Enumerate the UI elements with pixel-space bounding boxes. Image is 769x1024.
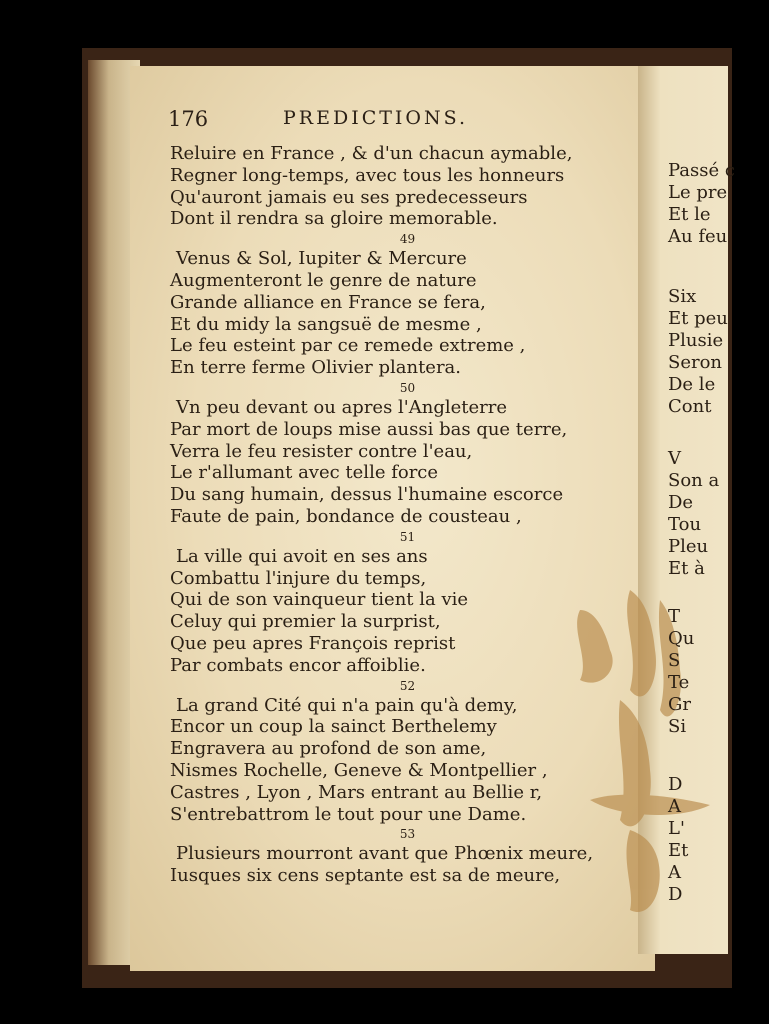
right-page-fragment xyxy=(668,286,728,418)
verse-line: Le r'allumant avec telle force xyxy=(170,462,439,484)
fragment-line: De le xyxy=(668,374,716,395)
stanza-number: 49 xyxy=(399,232,416,247)
fragment-line: Seron xyxy=(668,352,723,373)
verse-line: Du sang humain, dessus l'humaine escorce xyxy=(170,484,564,506)
fragment-line: Pleu xyxy=(668,536,709,557)
fragment-line: Cont xyxy=(668,396,712,417)
fragment-line: Au feu xyxy=(668,226,728,247)
fragment-line: D xyxy=(668,774,683,795)
verse-line: Plusieurs mourront avant que Phœnix meure, xyxy=(176,843,594,865)
verse-line: Castres , Lyon , Mars entrant au Bellie r, xyxy=(170,781,543,803)
verse-line: Celuy qui premier la surprist, xyxy=(170,611,441,633)
fragment-line: Gr xyxy=(668,694,691,715)
stanza-number: 51 xyxy=(399,529,416,544)
page-number: 176 xyxy=(168,107,209,131)
fragment-line: Six xyxy=(668,286,697,307)
fragment-line: Et le xyxy=(668,204,711,225)
verse-line: La ville qui avoit en ses ans xyxy=(176,545,428,567)
fragment-line: L' xyxy=(668,818,685,839)
fragment-line: De xyxy=(668,492,694,513)
verse-line: Reluire en France , & d'un chacun aymable, xyxy=(170,143,573,164)
verse-line: Le feu esteint par ce remede extreme , xyxy=(170,335,526,357)
stanza-number: 52 xyxy=(399,678,416,693)
fragment-line: Le pre xyxy=(668,182,728,203)
right-page-fragment xyxy=(668,774,728,906)
verse-line: Nismes Rochelle, Geneve & Montpellier , xyxy=(170,759,548,781)
fragment-line: S xyxy=(668,650,681,671)
fragment-line: T xyxy=(668,606,681,627)
fragment-line: D xyxy=(668,884,683,905)
right-page-fragment xyxy=(668,606,728,738)
fragment-line: V xyxy=(668,448,681,469)
verse-line: Regner long-temps, avec tous les honneurs xyxy=(170,164,565,186)
fragment-line: Et xyxy=(668,840,689,861)
verse-line: Vn peu devant ou apres l'Angleterre xyxy=(176,396,508,418)
running-title: PREDICTIONS. xyxy=(283,107,468,129)
stanza-number: 53 xyxy=(399,827,416,842)
verse-line: Engravera au profond de son ame, xyxy=(170,738,487,760)
fragment-line: A xyxy=(668,796,681,817)
verse-line: Faute de pain, bondance de cousteau , xyxy=(170,505,522,527)
verse-line: Augmenteront le genre de nature xyxy=(170,269,477,291)
page-header xyxy=(168,107,628,137)
verse-line: Grande alliance en France se fera, xyxy=(170,291,486,313)
right-page-fragment xyxy=(668,448,728,580)
verse-line: Combattu l'injure du temps, xyxy=(170,567,427,589)
verse-line: Verra le feu resister contre l'eau, xyxy=(170,440,473,462)
verse-line: Encor un coup la sainct Berthelemy xyxy=(170,716,497,738)
verse-line: Iusques six cens septante est sa de meure, xyxy=(170,865,561,887)
right-page-fragment xyxy=(668,160,735,248)
poem-text xyxy=(170,143,635,887)
verse-line: Et du midy la sangsuë de mesme , xyxy=(170,313,482,335)
fragment-line: Plusie xyxy=(668,330,724,351)
verse-line: Que peu apres François reprist xyxy=(170,632,456,654)
verse-line: Qu'auront jamais eu ses predecesseurs xyxy=(170,186,528,208)
fragment-line: Et peu xyxy=(668,308,728,329)
verse-line: S'entrebattrom le tout pour une Dame. xyxy=(170,803,527,825)
verse-line: Qui de son vainqueur tient la vie xyxy=(170,589,469,611)
fragment-line: Tou xyxy=(668,514,702,535)
fragment-line: Son a xyxy=(668,470,720,491)
fragment-line: Qu xyxy=(668,628,695,649)
fragment-line: Et à xyxy=(668,558,705,579)
fragment-line: A xyxy=(668,862,681,883)
fragment-line: Te xyxy=(668,672,690,693)
stanza-number: 50 xyxy=(399,380,416,395)
verse-line: Venus & Sol, Iupiter & Mercure xyxy=(176,248,467,270)
fragment-line: Si xyxy=(668,716,687,737)
verse-line: Dont il rendra sa gloire memorable. xyxy=(170,208,498,230)
verse-line: La grand Cité qui n'a pain qu'à demy, xyxy=(176,694,518,716)
verse-line: Par combats encor affoiblie. xyxy=(170,654,426,676)
fragment-line: Passé c xyxy=(668,160,735,181)
verse-line: Par mort de loups mise aussi bas que terre, xyxy=(170,418,568,440)
verse-line: En terre ferme Olivier plantera. xyxy=(170,357,462,379)
